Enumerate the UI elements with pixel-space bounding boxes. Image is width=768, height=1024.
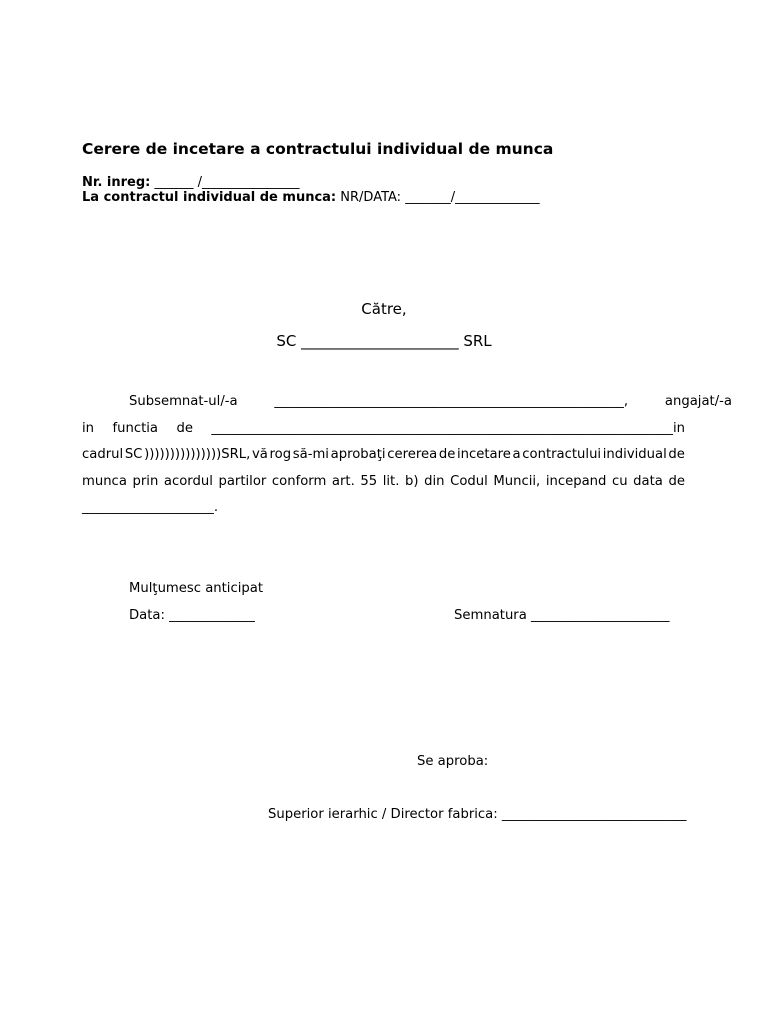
- word: lit.: [382, 474, 400, 489]
- word: din: [424, 474, 445, 489]
- word: Codul: [450, 474, 488, 489]
- signature-field: Semnatura _____________________: [454, 608, 670, 623]
- word: acordul: [163, 474, 213, 489]
- word: de: [176, 421, 193, 436]
- word: rog: [269, 447, 292, 462]
- word: 55: [360, 474, 378, 489]
- registration-number-label: Nr. inreg:: [82, 175, 151, 190]
- body-line-2: [82, 421, 685, 436]
- word: angajat/-a: [664, 394, 732, 409]
- word: aprobaţi: [330, 447, 386, 462]
- superior-signature-line: Superior ierarhic / Director fabrica: ____________________________: [268, 807, 687, 822]
- word: de: [668, 474, 685, 489]
- approval-label: Se aproba:: [417, 754, 489, 769]
- date-field: Data: _____________: [129, 608, 255, 623]
- word: functia: [112, 421, 159, 436]
- word: prin: [132, 474, 159, 489]
- word: contractului: [522, 447, 602, 462]
- word: )))))))))))))))SRL,: [144, 447, 251, 462]
- contract-reference-label: La contractul individual de munca:: [82, 190, 337, 205]
- word: incepand: [545, 474, 607, 489]
- word: cadrul: [82, 447, 124, 462]
- word: vă: [251, 447, 268, 462]
- blank-field: _____________________________________________________,: [274, 394, 629, 409]
- word: data: [633, 474, 663, 489]
- body-line-3: [82, 447, 685, 462]
- word: incetare: [456, 447, 511, 462]
- word: a: [512, 447, 521, 462]
- document-title: Cerere de incetare a contractului individual de munca: [82, 140, 554, 158]
- word: Subsemnat-ul/-a: [129, 394, 238, 409]
- word: Muncii,: [493, 474, 541, 489]
- word: in: [82, 421, 95, 436]
- word: conform: [271, 474, 327, 489]
- word: partilor: [218, 474, 267, 489]
- thanks-line: Mulţumesc anticipat: [129, 581, 264, 596]
- word: individual: [602, 447, 667, 462]
- contract-reference-line: [82, 190, 540, 205]
- word: cererea: [387, 447, 438, 462]
- blank-field: ______________________________________________________________________in: [211, 421, 685, 436]
- word: b): [405, 474, 419, 489]
- registration-number-line: [82, 175, 300, 190]
- word: să-mi: [292, 447, 329, 462]
- word: cu: [611, 474, 628, 489]
- body-line-1: [82, 394, 732, 409]
- registration-number-value: ______ /_______________: [154, 175, 300, 190]
- body-line-4: [82, 474, 685, 489]
- word: art.: [331, 474, 355, 489]
- recipient-heading: Către,: [361, 300, 407, 318]
- word: munca: [82, 474, 127, 489]
- word: SC: [124, 447, 143, 462]
- body-line-5: ____________________.: [82, 500, 219, 515]
- contract-reference-value: NR/DATA: _______/_____________: [340, 190, 540, 205]
- word: de: [668, 447, 685, 462]
- word: de: [438, 447, 456, 462]
- company-line: SC _____________________ SRL: [276, 332, 492, 350]
